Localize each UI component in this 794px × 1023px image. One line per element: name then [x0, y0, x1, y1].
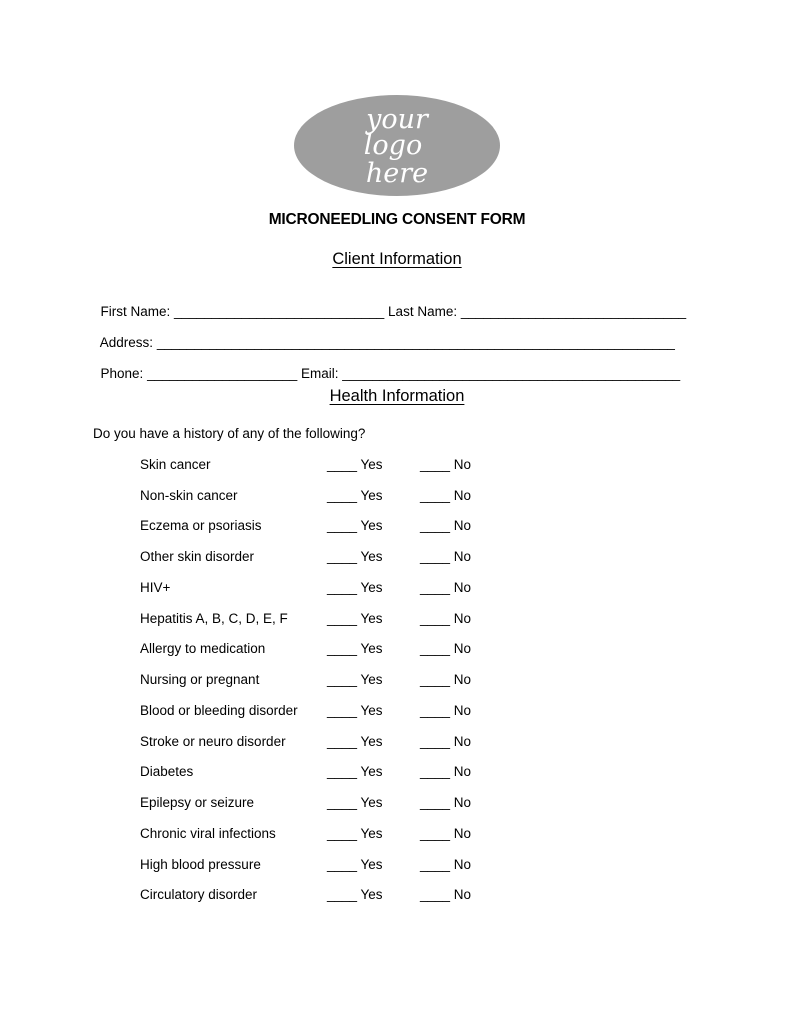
- no-option[interactable]: ____ No: [420, 826, 472, 841]
- yes-option[interactable]: ____ Yes: [327, 703, 383, 718]
- condition-row: [0, 764, 794, 784]
- yes-option[interactable]: ____ Yes: [327, 826, 383, 841]
- yes-option[interactable]: ____ Yes: [327, 580, 383, 595]
- no-option[interactable]: ____ No: [420, 641, 472, 656]
- no-option[interactable]: ____ No: [420, 857, 472, 872]
- yes-option[interactable]: ____ Yes: [327, 734, 383, 749]
- no-option[interactable]: ____ No: [420, 518, 472, 533]
- yes-option[interactable]: ____ Yes: [327, 795, 383, 810]
- condition-row: [0, 611, 794, 631]
- yes-option[interactable]: ____ Yes: [327, 764, 383, 779]
- yes-option[interactable]: ____ Yes: [327, 457, 383, 472]
- condition-row: [0, 672, 794, 692]
- condition-label: Allergy to medication: [140, 641, 266, 656]
- condition-label: Non-skin cancer: [140, 488, 238, 503]
- yes-option[interactable]: ____ Yes: [327, 518, 383, 533]
- yes-option[interactable]: ____ Yes: [327, 611, 383, 626]
- condition-label: Other skin disorder: [140, 549, 255, 564]
- condition-row: [0, 795, 794, 815]
- condition-label: Epilepsy or seizure: [140, 795, 255, 810]
- address-field[interactable]: _____________________________________________________________________: [156, 335, 675, 350]
- yes-option[interactable]: ____ Yes: [327, 672, 383, 687]
- name-line: [93, 289, 686, 319]
- condition-row: [0, 518, 794, 538]
- condition-label: Hepatitis A, B, C, D, E, F: [140, 611, 288, 626]
- yes-option[interactable]: ____ Yes: [327, 641, 383, 656]
- condition-row: [0, 457, 794, 477]
- condition-row: [0, 641, 794, 661]
- no-option[interactable]: ____ No: [420, 734, 472, 749]
- no-option[interactable]: ____ No: [420, 795, 472, 810]
- first-name-label: First Name:: [100, 304, 171, 319]
- condition-label: Diabetes: [140, 764, 194, 779]
- no-option[interactable]: ____ No: [420, 488, 472, 503]
- yes-option[interactable]: ____ Yes: [327, 887, 383, 902]
- first-name-field[interactable]: ____________________________: [174, 304, 385, 319]
- no-option[interactable]: ____ No: [420, 580, 472, 595]
- condition-row: [0, 887, 794, 907]
- condition-label: Chronic viral infections: [140, 826, 276, 841]
- phone-field[interactable]: ____________________: [147, 366, 298, 381]
- yes-option[interactable]: ____ Yes: [327, 488, 383, 503]
- condition-row: [0, 734, 794, 754]
- address-label: Address:: [99, 335, 154, 350]
- no-option[interactable]: ____ No: [420, 457, 472, 472]
- logo-text-here: here: [365, 158, 429, 189]
- health-info-heading: Health Information: [329, 387, 465, 405]
- condition-row: [0, 580, 794, 600]
- condition-label: High blood pressure: [140, 857, 261, 872]
- no-option[interactable]: ____ No: [420, 672, 472, 687]
- no-option[interactable]: ____ No: [420, 611, 472, 626]
- phone-label: Phone:: [100, 366, 144, 381]
- yes-option[interactable]: ____ Yes: [327, 549, 383, 564]
- logo-text-your: your: [366, 104, 428, 135]
- condition-label: HIV+: [140, 580, 171, 595]
- condition-label: Blood or bleeding disorder: [140, 703, 298, 718]
- email-field[interactable]: _____________________________________________: [342, 366, 681, 381]
- health-question: Do you have a history of any of the following?: [93, 426, 366, 441]
- condition-row: [0, 703, 794, 723]
- yes-option[interactable]: ____ Yes: [327, 857, 383, 872]
- condition-row: [0, 826, 794, 846]
- condition-row: [0, 857, 794, 877]
- condition-label: Nursing or pregnant: [140, 672, 260, 687]
- condition-label: Circulatory disorder: [140, 887, 258, 902]
- logo-placeholder: [294, 95, 500, 196]
- condition-row: [0, 488, 794, 508]
- form-title: MICRONEEDLING CONSENT FORM: [268, 211, 526, 228]
- last-name-field[interactable]: ______________________________: [460, 304, 687, 319]
- no-option[interactable]: ____ No: [420, 887, 472, 902]
- condition-label: Skin cancer: [140, 457, 211, 472]
- contact-line: [93, 351, 680, 381]
- condition-row: [0, 549, 794, 569]
- no-option[interactable]: ____ No: [420, 703, 472, 718]
- last-name-label: Last Name:: [388, 304, 458, 319]
- no-option[interactable]: ____ No: [420, 764, 472, 779]
- client-info-heading: Client Information: [332, 250, 462, 268]
- logo-text-logo: logo: [363, 130, 423, 161]
- address-line: [93, 320, 675, 350]
- email-label: Email:: [301, 366, 339, 381]
- condition-label: Eczema or psoriasis: [140, 518, 262, 533]
- condition-label: Stroke or neuro disorder: [140, 734, 286, 749]
- no-option[interactable]: ____ No: [420, 549, 472, 564]
